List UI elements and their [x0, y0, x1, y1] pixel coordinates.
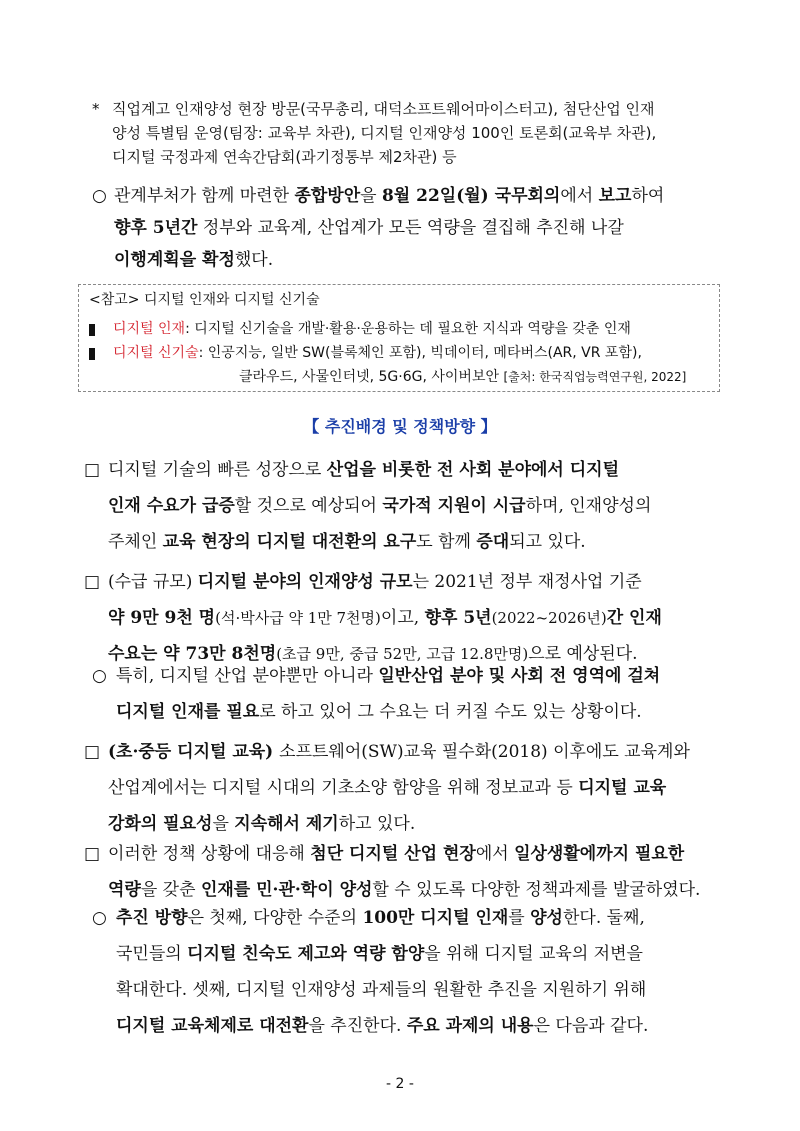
paragraph-line: 수요는 약 73만 8천명(초급 9만, 중급 52만, 고급 12.8만명)으로 예상된다.: [108, 644, 638, 664]
square-paragraph: [84, 564, 662, 672]
paragraph-line: 확대한다. 셋째, 디지털 인재양성 과제들의 원활한 추진을 지원하기 위해: [116, 980, 647, 1000]
paragraph-line: 디지털 인재를 필요로 하고 있어 그 수요는 더 커질 수도 있는 상황이다.: [116, 702, 642, 722]
footnote-asterisk: *: [92, 100, 100, 118]
definition-row: 디지털 신기술: 인공지능, 일반 SW(블록체인 포함), 빅데이터, 메타버스(AR, VR 포함),: [89, 341, 709, 365]
paragraph-line: 산업계에서는 디지털 시대의 기초소양 함양을 위해 정보교과 등 디지털 교육: [108, 778, 667, 798]
circle-paragraph: [92, 658, 660, 730]
square-bullet: □: [84, 572, 101, 592]
footnote-line: 디지털 국정과제 연속간담회(과기정통부 제2차관) 등: [112, 148, 457, 166]
square-bullet: □: [84, 460, 101, 480]
square-paragraph: [84, 836, 700, 908]
reference-title: <참고> 디지털 인재와 디지털 신기술: [89, 292, 320, 308]
square-bullet: □: [84, 742, 101, 762]
paragraph-line: 이러한 정책 상황에 대응해 첨단 디지털 산업 현장에서 일상생활에까지 필요한: [108, 844, 685, 864]
paragraph-line: 주체인 교육 현장의 디지털 대전환의 요구도 함께 증대되고 있다.: [108, 532, 586, 552]
circle-paragraph: [92, 900, 648, 1044]
square-paragraph: [84, 452, 651, 560]
definition-row-continued: 클라우드, 사물인터넷, 5G·6G, 사이버보안 [출처: 한국직업능력연구원, 2022]: [239, 369, 687, 385]
footnote-line: 직업계고 인재양성 현장 방문(국무총리, 대덕소프트웨어마이스터고), 첨단산업 인재: [112, 100, 655, 118]
paragraph-line: (수급 규모) 디지털 분야의 인재양성 규모는 2021년 정부 재정사업 기준: [108, 572, 642, 592]
paragraph-line: 강화의 필요성을 지속해서 제기하고 있다.: [108, 814, 416, 834]
square-bullet: □: [84, 844, 101, 864]
square-bullet-icon: [89, 348, 95, 360]
paragraph-line: 향후 5년간 정부와 교육계, 산업계가 모든 역량을 결집해 추진해 나갈: [114, 218, 624, 238]
paragraph-line: 이행계획을 확정했다.: [114, 250, 274, 270]
definition-term: 디지털 인재: [113, 321, 186, 337]
reference-box: [78, 284, 720, 392]
circle-bullet: ○: [92, 186, 107, 206]
section-heading: 【 추진배경 및 정책방향 】: [303, 417, 497, 436]
paragraph-line: 특히, 디지털 산업 분야뿐만 아니라 일반산업 분야 및 사회 전 영역에 걸쳐: [116, 666, 661, 686]
paragraph-line: 디지털 기술의 빠른 성장으로 산업을 비롯한 전 사회 분야에서 디지털: [108, 460, 620, 480]
source-citation: [출처: 한국직업능력연구원, 2022]: [503, 370, 687, 384]
footnote-line: 양성 특별팀 운영(팀장: 교육부 차관), 디지털 인재양성 100인 토론회(교육부 차관),: [112, 124, 657, 142]
paragraph-line: 디지털 교육체제로 대전환을 추진한다. 주요 과제의 내용은 다음과 같다.: [116, 1016, 649, 1036]
square-paragraph: [84, 734, 690, 842]
paragraph-line: 국민들의 디지털 친숙도 제고와 역량 함양을 위해 디지털 교육의 저변을: [116, 944, 643, 964]
definition-row: 디지털 인재: 디지털 신기술을 개발·활용·운용하는 데 필요한 지식과 역량을 갖춘 인재: [89, 317, 709, 341]
intro-paragraph: [92, 180, 664, 276]
paragraph-line: 약 9만 9천 명(석·박사급 약 1만 7천명)이고, 향후 5년(2022~2026년)간 인재: [108, 608, 662, 628]
circle-bullet: ○: [92, 666, 107, 686]
paragraph-line: (초·중등 디지털 교육) 소프트웨어(SW)교육 필수화(2018) 이후에도 교육계와: [108, 742, 690, 762]
circle-bullet: ○: [92, 908, 107, 928]
page-number: - 2 -: [386, 1076, 414, 1092]
paragraph-line: 역량을 갖춘 인재를 민·관·학이 양성할 수 있도록 다양한 정책과제를 발굴하였다.: [108, 880, 701, 900]
definition-term: 디지털 신기술: [113, 345, 199, 361]
paragraph-line: 추진 방향은 첫째, 다양한 수준의 100만 디지털 인재를 양성한다. 둘째,: [116, 908, 645, 928]
paragraph-line: 관계부처가 함께 마련한 종합방안을 8월 22일(월) 국무회의에서 보고하여: [114, 186, 665, 206]
footnote: [92, 97, 656, 169]
paragraph-line: 인재 수요가 급증할 것으로 예상되어 국가적 지원이 시급하며, 인재양성의: [108, 496, 652, 516]
square-bullet-icon: [89, 324, 95, 336]
